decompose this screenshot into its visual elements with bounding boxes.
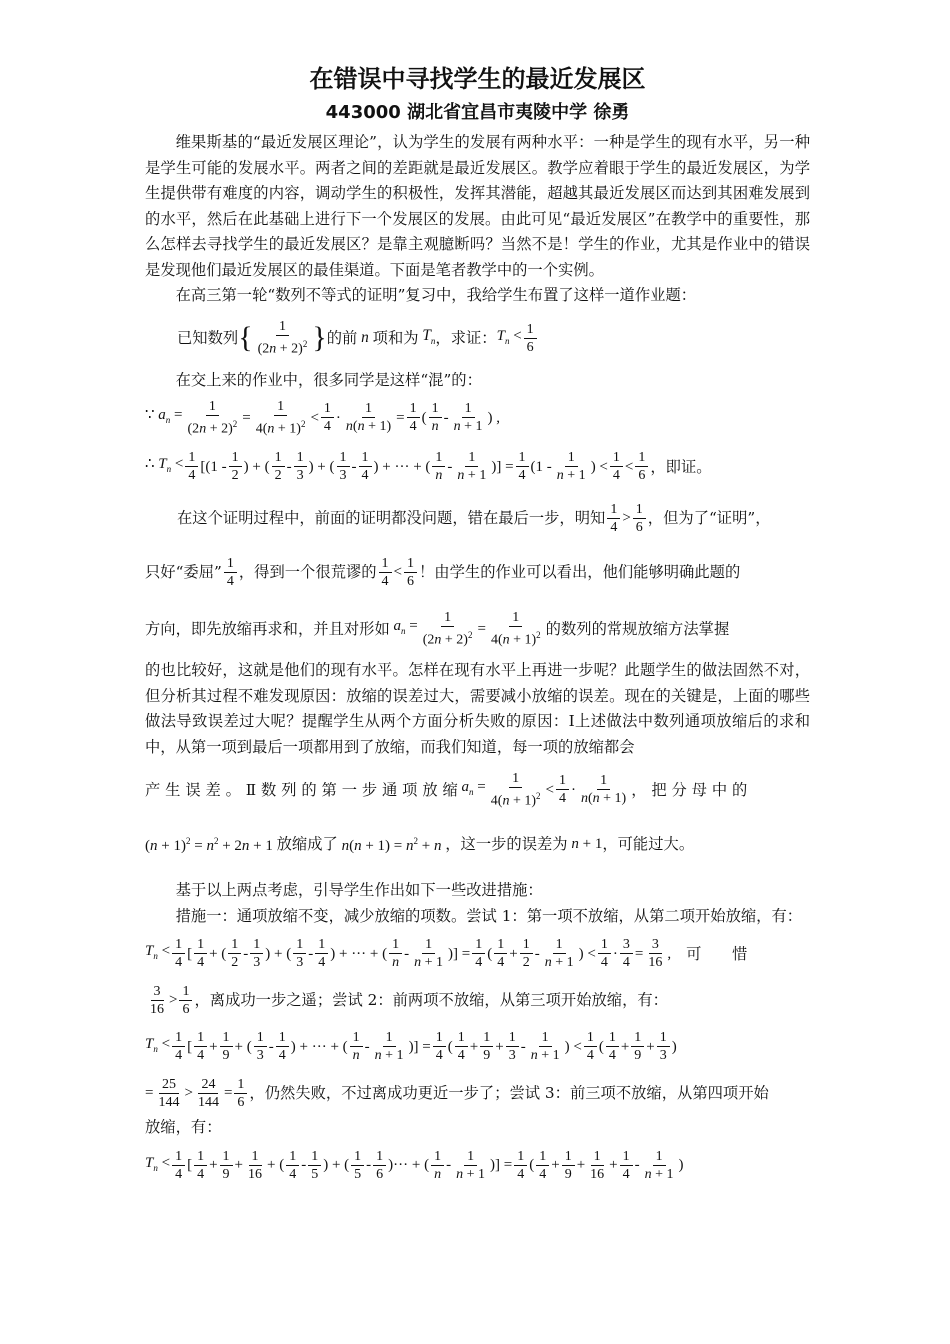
formula-attempt-2: $T_n$ < $\frac{1}{4}$ [ $\frac{1}{4}$ + $\frac{1}{9}$ + ( $\frac{1}{3}$ - $\frac{1}{4}$ ) + ··· + ( $\frac{1}{n}$ - $\frac{1}{n + 1}$ )] = $\frac{1}{4}$ ( $\frac{1}{4}$ + $\frac{1}{9}$ + $\frac{1}{3}$ - $\frac{1}{n + 1}$ ) < $\frac{1}{4}$ ( $\frac{1}{4}$ + $\frac{1}{9}$ + $\frac{1}{3}$ ) xyxy=(145,1030,677,1064)
paragraph-analysis-1: 在这个证明过程中，前面的证明都没问题，错在最后一步，明知 $\frac{1}{4}$ > $\frac{1}{6}$ ，但为了“证明”， xyxy=(177,501,771,535)
formula-tn-sum: ∴ $T_n$ < $\frac{1}{4}$ [(1 - $\frac{1}{2}$ ) + ( $\frac{1}{2}$ - $\frac{1}{3}$ ) + ( $\frac{1}{3}$ - $\frac{1}{4}$ ) + ··· + ( $\frac{1}{n}$ - $\frac{1}{n + 1}$ )] = $\frac{1}{4}$ (1 - $\frac{1}{n + 1}$ ) < $\frac{1}{4}$ < $\frac{1}{6}$ ，即证。 xyxy=(145,450,712,484)
paragraph-attempt-2: $\frac{3}{16}$ > $\frac{1}{6}$ ，离成功一步之遥；尝试 2：前两项不放缩，从第三项开始放缩，有： xyxy=(150,983,668,1017)
formula-attempt-1: $T_n$ < $\frac{1}{4}$ [ $\frac{1}{4}$ + ( $\frac{1}{2}$ - $\frac{1}{3}$ ) + ( $\frac{1}{3}$ - $\frac{1}{4}$ ) + ··· + ( $\frac{1}{n}$ - $\frac{1}{n + 1}$ )] = $\frac{1}{4}$ ( $\frac{1}{4}$ + $\frac{1}{2}$ - $\frac{1}{n + 1}$ ) < $\frac{1}{4}$ · $\frac{3}{4}$ = $\frac{3}{16}$ , 可 惜 xyxy=(145,937,748,971)
paragraph-analysis-5: 产 生 误 差 。 Ⅱ 数 列 的 第 一 步 通 项 放 缩 $a_n$ = $\frac{1}{4(n + 1)^2}$ < $\frac{1}{4}$ · $\frac{1}{n(n + 1)}$ ， 把 分 母 中 的 xyxy=(145,770,748,809)
formula-an-bound: ∵ $a_n$ = $\frac{1}{(2n + 2)^2}$ = $\frac{1}{4(n + 1)^2}$ < $\frac{1}{4}$ · $\frac{1}{n(n + 1)}$ = $\frac{1}{4}$ ( $\frac{1}{n}$ - $\frac{1}{n + 1}$ ) , xyxy=(145,398,501,437)
paragraph-attempt-3-cont: 放缩，有： xyxy=(145,1118,222,1137)
paragraph-attempt-3: = $\frac{25}{144}$ > $\frac{24}{144}$ = $\frac{1}{6}$ ，仍然失败，不过离成功更近一步了；尝试 3：前三项不放缩，从第四项开始 xyxy=(145,1076,769,1110)
paragraph-intro: 维果斯基的“最近发展区理论”，认为学生的发展有两种水平：一种是学生的现有水平，另一种是学生可能的发展水平。两者之间的差距就是最近发展区。教学应着眼于学生的最近发展区，为学生提供带有难度的内容，调动学生的积极性，发挥其潜能，超越其最近发展区而达到其困难发展到的水平，然后在此基础上进行下一个发展区的发展。由此可见“最近发展区”在教学中的重要性，那么怎样去寻找学生的最近发展区？是靠主观臆断吗？当然不是！学生的作业，尤其是作业中的错误是发现他们最近发展区的最佳渠道。下面是笔者教学中的一个实例。 xyxy=(145,133,810,279)
author-line: 443000 湖北省宜昌市夷陵中学 徐勇 xyxy=(325,102,630,123)
document-page xyxy=(145,60,810,1190)
paragraph-student-work: 在交上来的作业中，很多同学是这样“混”的： xyxy=(175,370,482,389)
paragraph-measure-one: 措施一：通项放缩不变，减少放缩的项数。尝试 1：第一项不放缩，从第二项开始放缩，有： xyxy=(175,906,803,925)
formula-attempt-3: $T_n$ < $\frac{1}{4}$ [ $\frac{1}{4}$ + $\frac{1}{9}$ + $\frac{1}{16}$ + ( $\frac{1}{4}$ - $\frac{1}{5}$ ) + ( $\frac{1}{5}$ - $\frac{1}{6}$ )··· + ( $\frac{1}{n}$ - $\frac{1}{n + 1}$ )] = $\frac{1}{4}$ ( $\frac{1}{4}$ + $\frac{1}{9}$ + $\frac{1}{16}$ + $\frac{1}{4}$ - $\frac{1}{n + 1}$ ) xyxy=(145,1148,684,1182)
page-title: 在错误中寻找学生的最近发展区 xyxy=(309,65,646,93)
paragraph-analysis-3: 方向，即先放缩再求和，并且对形如 $a_n$ = $\frac{1}{(2n + 2)^2}$ = $\frac{1}{4(n + 1)^2}$ 的数列的常规放缩方法掌握 xyxy=(145,609,730,648)
paragraph-improvements: 基于以上两点考虑，引导学生作出如下一些改进措施： xyxy=(175,881,543,900)
paragraph-analysis-2: 只好“委屈” $\frac{1}{4}$ ，得到一个很荒谬的 $\frac{1}{4}$ < $\frac{1}{6}$ ！由学生的作业可以看出，他们能够明确此题的 xyxy=(145,555,741,589)
paragraph-assignment: 在高三第一轮“数列不等式的证明”复习中，我给学生布置了这样一道作业题： xyxy=(175,286,697,304)
paragraph-analysis-4: 的也比较好，这就是他们的现有水平。怎样在现有水平上再进一步呢？此题学生的做法固然不对，但分析其过程不难发现原因：放缩的误差过大，需要减小放缩的误差。现在的关键是，上面的哪些做法导致误差过大呢？提醒学生从两个方面分析失败的原因：Ⅰ上述做法中数列通项放缩后的求和中，从第一项到最后一项都用到了放缩，而我们知道，每一项的放缩都会 xyxy=(145,661,810,756)
paragraph-analysis-6: $(n + 1)^2 = n^2 + 2n + 1$ 放缩成了 $n(n + 1) = n^2 + n$ ，这一步的误差为 n + 1 ，可能过大。 xyxy=(145,834,695,855)
problem-statement: 已知数列 { $\frac{1}{(2n + 2)^2}$ } 的前 n 项和为 $T_n$ ，求证： $T_n$ < $\frac{1}{6}$ xyxy=(145,309,810,368)
